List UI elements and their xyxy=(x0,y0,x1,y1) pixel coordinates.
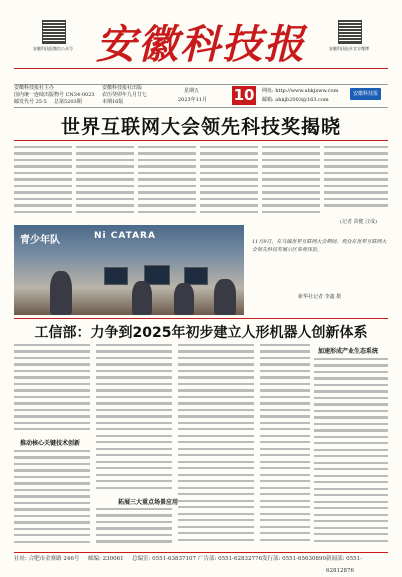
story1-column-5 xyxy=(262,146,320,220)
issue-info-bar xyxy=(14,84,388,108)
story1-column-1 xyxy=(14,146,72,220)
footer-ads: 广告部: 0551-62832776 xyxy=(198,556,262,562)
sponsor-1: 安徽科技报社主办 xyxy=(14,85,55,91)
newspaper-masthead: 安徽科技报 xyxy=(96,21,306,68)
footer-news: 新闻部: 0551-62812876 xyxy=(326,556,362,574)
photo-caption: 11月9日，在乌镇世界互联网大会期间，观众在世界互联网大会领先科技奖展示区参观体验。 xyxy=(252,239,387,253)
footer-postcode: 邮编: 230061 xyxy=(88,556,124,562)
cn-number: 国内统一连续出版物号 CN34-0023 xyxy=(14,92,95,98)
postal-code: 邮发代号 25-5 xyxy=(14,99,47,105)
subhead-ecosystem: 加速形成产业生态系统 xyxy=(318,348,379,355)
story2-column-2 xyxy=(96,344,172,494)
story1-byline: (记者 苗健 汪成) xyxy=(340,219,378,225)
wechat-qr-caption: 安徽科技报微信公众号 xyxy=(33,46,73,51)
app-badge[interactable]: 安徽科技报 xyxy=(350,88,381,100)
page-count: 本期16版 xyxy=(102,99,124,105)
story2-column-4 xyxy=(260,344,310,548)
lunar-date: 农历癸卯年九月廿七 xyxy=(102,92,148,98)
page-footer xyxy=(14,552,388,574)
sponsor-2: 安徽科技报社出版 xyxy=(102,85,143,91)
story1-column-6 xyxy=(324,146,388,214)
weibo-qr-caption: 安徽科技报社官方微博 xyxy=(329,46,369,51)
story1-column-2 xyxy=(76,146,134,220)
story1-column-3 xyxy=(138,146,196,220)
weibo-qr-code xyxy=(338,20,362,44)
story1-photo xyxy=(14,225,244,315)
weekday: 星期五 xyxy=(184,88,200,94)
footer-office: 总编室: 0551-63837107 xyxy=(132,556,196,562)
photo-credit: 新华社记者 李鑫 摄 xyxy=(298,294,342,300)
second-headline: 工信部：力争到2025年初步建立人形机器人创新体系 xyxy=(34,325,368,341)
wechat-qr-code xyxy=(42,20,66,44)
email-link[interactable]: 邮箱: ahkjb2003@163.com xyxy=(262,97,329,103)
photo-sign-text: Ni CATARA xyxy=(94,231,156,241)
footer-distribution: 发行部: 0551-65630890 xyxy=(262,556,326,562)
website-link[interactable]: 网址: http://www.ahkjxww.com xyxy=(262,88,339,94)
lead-headline: 世界互联网大会领先科技奖揭晓 xyxy=(60,116,341,138)
story2-column-2b xyxy=(96,508,172,548)
subhead-core-tech: 推动核心关键技术创新 xyxy=(20,440,81,447)
subhead-scenarios: 拓展三大重点场景应用 xyxy=(118,499,179,506)
story2-column-3 xyxy=(178,344,254,548)
story1-column-4 xyxy=(200,146,258,220)
story2-column-1b xyxy=(14,450,90,548)
date-label: 2023年11月 xyxy=(178,97,208,103)
story2-column-1 xyxy=(14,344,90,434)
photo-banner-text: 青少年队 xyxy=(20,235,60,246)
footer-address: 社址: 合肥市金寨路 246号 xyxy=(14,556,80,562)
day-number: 10 xyxy=(233,86,255,104)
story2-column-5 xyxy=(314,358,388,548)
issue-number: 总第5203期 xyxy=(54,99,82,105)
